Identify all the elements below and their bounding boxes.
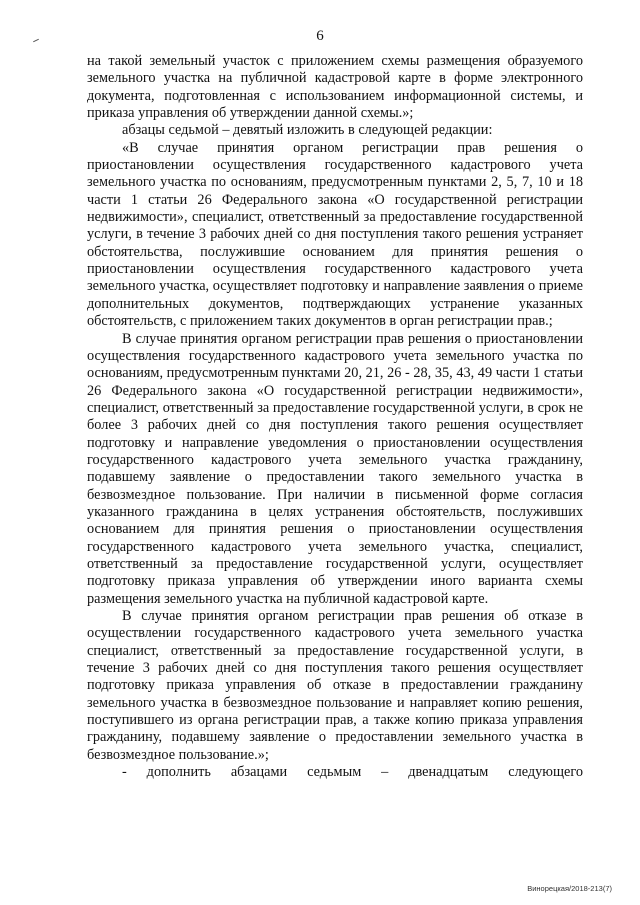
document-body — [87, 53, 583, 781]
footer-document-code: Винорецкая/2018-213(7) — [527, 884, 612, 893]
paragraph-add-clauses: - дополнить абзацами седьмым – двенадцатым следующего — [122, 764, 583, 781]
paragraph-suspension-case-1: «В случае принятия органом регистрации прав решения о приостановлении осуществления государственного кадастрового учета земельного участка по основаниям, предусмотренным пунктами 2, 5, 7, 10 и 18 части 1 статьи 26 Федерального закона «О государственной регистрации недвижимости», специалист, ответственный за предоставление государственной услуги, в течение 3 рабочих дней со дня поступления такого решения устраняет обстоятельства, послужившие основанием для принятия решения о приостановлении осуществления государственного кадастрового учета земельного участка, осуществляет подготовку и направление заявления о приеме дополнительных документов, подтверждающих устранение указанных обстоятельств, с приложением таких документов в орган регистрации прав.; — [87, 139, 583, 330]
paragraph-amendment-instruction: абзацы седьмой – девятый изложить в следующей редакции: — [122, 122, 493, 139]
paragraph-refusal-case: В случае принятия органом регистрации прав решения об отказе в осуществлении государственного кадастрового учета земельного участка специалист, ответственный за предоставление государственной услуги, в течение 3 рабочих дней со дня поступления такого решения осуществляет подготовку приказа управления об отказе в предоставлении гражданину земельного участка в безвозмездное пользование и направляет копию решения, поступившего из органа регистрации прав, а также копию приказа управления гражданину, подавшему заявление о предоставлении земельного участка в безвозмездное пользование.»; — [87, 608, 583, 763]
paragraph-scheme-continuation: на такой земельный участок с приложением схемы размещения образуемого земельного участка на публичной кадастровой карте в форме электронного документа, подготовленная с использованием информационной системы, и приказа управления об утверждении данной схемы.»; — [87, 53, 583, 122]
paragraph-suspension-case-2: В случае принятия органом регистрации прав решения о приостановлении осуществления государственного кадастрового учета земельного участка по основаниям, предусмотренным пунктами 20, 21, 26 - 28, 35, 43, 49 части 1 статьи 26 Федерального закона «О государственной регистрации недвижимости», специалист, ответственный за предоставление государственной услуги, в срок не более 3 рабочих дней со дня поступления такого решения осуществляет подготовку и направление уведомления о приостановлении осуществления государственного кадастрового учета земельного участка гражданину, подавшему заявление о предоставлении такого земельного участка в безвозмездное пользование. При наличии в письменной форме согласия указанного гражданина в целях устранения обстоятельств, послуживших основанием для принятия решения о приостановлении осуществления государственного кадастрового учета земельного участка, специалист, ответственный за предоставление государственной услуги, осуществляет подготовку приказа управления об утверждении иного варианта схемы размещения земельного участка на публичной кадастровой карте. — [87, 330, 583, 607]
page-number: 6 — [316, 28, 324, 44]
